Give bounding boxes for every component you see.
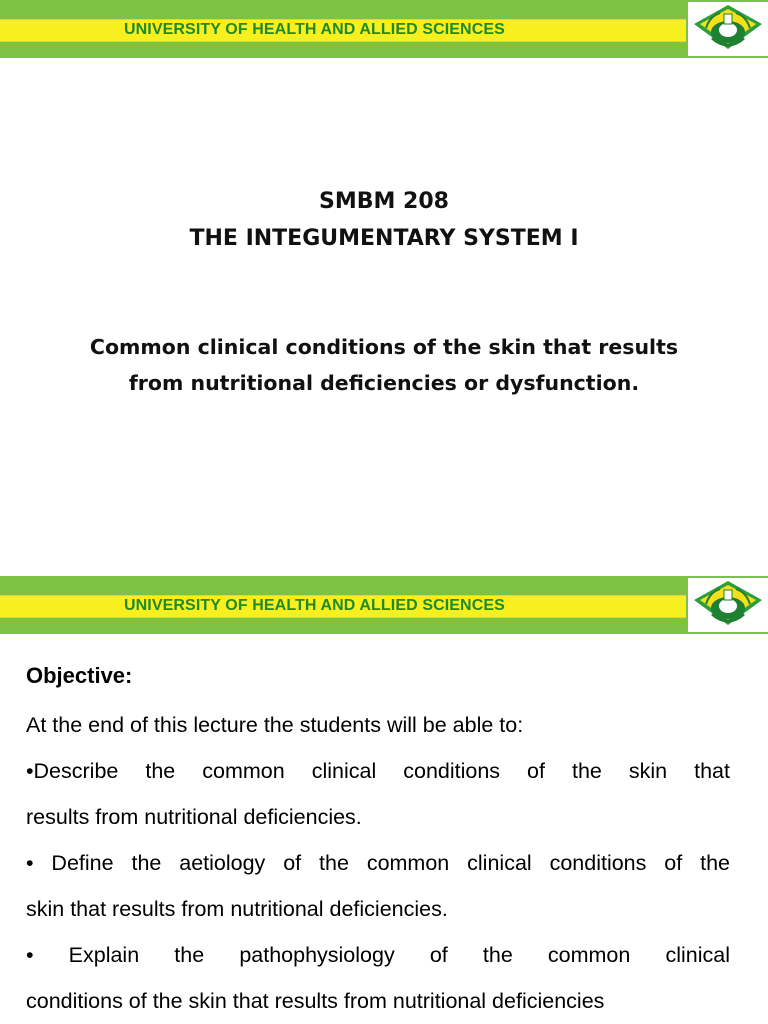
bullet-line: results from nutritional deficiencies. [26,805,362,829]
subtitle-line: from nutritional deficiencies or dysfunction. [128,371,640,395]
header-strip [0,595,686,618]
slide-header [0,576,768,634]
bullet-line: • Explain the pathophysiology of the common clinical [26,943,730,967]
objective-heading: Objective: [26,663,133,688]
subtitle-line: Common clinical conditions of the skin that results [89,335,679,359]
bullet-line: •Describe the common clinical conditions of the skin that [26,759,730,783]
bullet-line: conditions of the skin that results from nutritional deficiencies [26,989,605,1013]
slide-header [0,0,768,58]
bullet-line: skin that results from nutritional deficiencies. [26,897,448,921]
objective-bullet [26,932,730,1024]
header-strip [0,19,686,42]
course-code: SMBM 208 [319,189,449,214]
bullet-line: • Define the aetiology of the common clinical conditions of the [26,851,730,875]
system-title: THE INTEGUMENTARY SYSTEM I [189,226,579,251]
university-crest-icon [688,2,768,56]
slide-subtitle [0,329,768,401]
university-crest-icon [688,578,768,632]
objective-intro: At the end of this lecture the students will be able to: [26,713,524,737]
university-name: UNIVERSITY OF HEALTH AND ALLIED SCIENCES [124,21,505,38]
university-name: UNIVERSITY OF HEALTH AND ALLIED SCIENCES [124,597,505,614]
objective-bullet [26,748,730,840]
objectives-slide [0,576,768,1024]
objective-bullet [26,840,730,932]
